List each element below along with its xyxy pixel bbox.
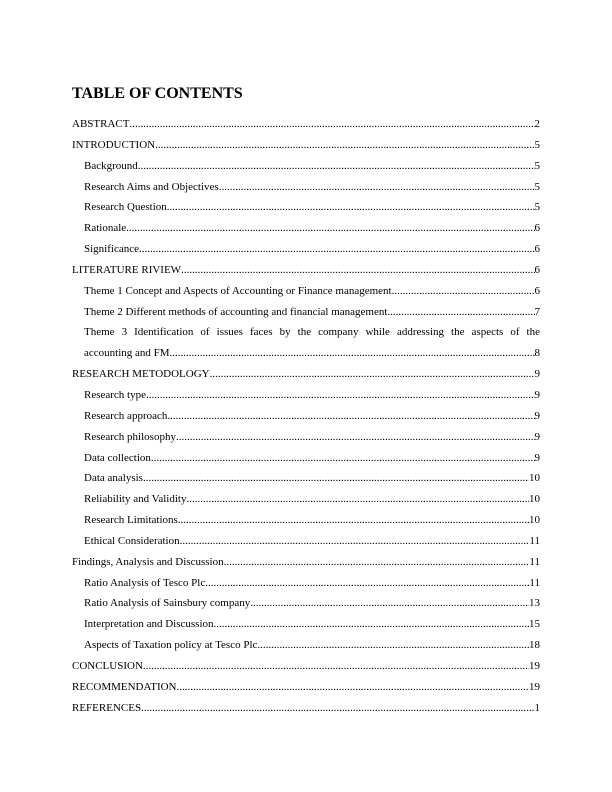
toc-entry-significance[interactable]: Significance ..... 6 (72, 239, 540, 260)
toc-entry-conclusion[interactable]: CONCLUSION ..... 19 (72, 656, 540, 677)
toc-entry-research-type[interactable]: Research type ..... 9 (72, 385, 540, 406)
toc-entry-research-question[interactable]: Research Question ..... 5 (72, 197, 540, 218)
toc-entry-theme-2[interactable]: Theme 2 Different methods of accounting and financial management ..... 7 (72, 302, 540, 323)
toc-entry-interpretation[interactable]: Interpretation and Discussion ..... 15 (72, 614, 540, 635)
toc-entry-ethical-consideration[interactable]: Ethical Consideration ..... 11 (72, 531, 540, 552)
toc-entry-abstract[interactable]: ABSTRACT ..... 2 (72, 114, 540, 135)
toc-entry-introduction[interactable]: INTRODUCTION ..... 5 (72, 135, 540, 156)
toc-entry-theme-1[interactable]: Theme 1 Concept and Aspects of Accounting or Finance management ..... 6 (72, 281, 540, 302)
toc-entry-ratio-sainsbury[interactable]: Ratio Analysis of Sainsbury company ..... 13 (72, 593, 540, 614)
toc-entry-research-aims[interactable]: Research Aims and Objectives ..... 5 (72, 177, 540, 198)
toc-entry-reliability-validity[interactable]: Reliability and Validity ..... 10 (72, 489, 540, 510)
toc-entry-rationale[interactable]: Rationale ..... 6 (72, 218, 540, 239)
toc-title: TABLE OF CONTENTS (72, 85, 243, 102)
toc-entry-recommendation[interactable]: RECOMMENDATION ..... 19 (72, 677, 540, 698)
toc-entry-research-philosophy[interactable]: Research philosophy ..... 9 (72, 427, 540, 448)
toc-entry-literature-review[interactable]: LITERATURE RIVIEW ..... 6 (72, 260, 540, 281)
toc-entry-ratio-tesco[interactable]: Ratio Analysis of Tesco Plc ..... 11 (72, 573, 540, 594)
toc-entry-references[interactable]: REFERENCES ..... 1 (72, 698, 540, 719)
toc-entry-research-approach[interactable]: Research approach ..... 9 (72, 406, 540, 427)
toc-entry-data-analysis[interactable]: Data analysis ..... 10 (72, 468, 540, 489)
toc-entry-background[interactable]: Background ..... 5 (72, 156, 540, 177)
toc-entry-research-limitations[interactable]: Research Limitations ..... 10 (72, 510, 540, 531)
toc-entry-theme-3-line-1[interactable]: Theme 3 Identification of issues faces by the company while addressing the aspects of the (84, 326, 540, 339)
toc-entry-data-collection[interactable]: Data collection ..... 9 (72, 448, 540, 469)
toc-entry-theme-3-line-2[interactable]: accounting and FM ..... 8 (72, 343, 540, 364)
table-of-contents (72, 114, 540, 718)
toc-entry-findings[interactable]: Findings, Analysis and Discussion ..... 11 (72, 552, 540, 573)
toc-entry-taxation[interactable]: Aspects of Taxation policy at Tesco Plc ..... 18 (72, 635, 540, 656)
toc-entry-research-methodology[interactable]: RESEARCH METODOLOGY ..... 9 (72, 364, 540, 385)
